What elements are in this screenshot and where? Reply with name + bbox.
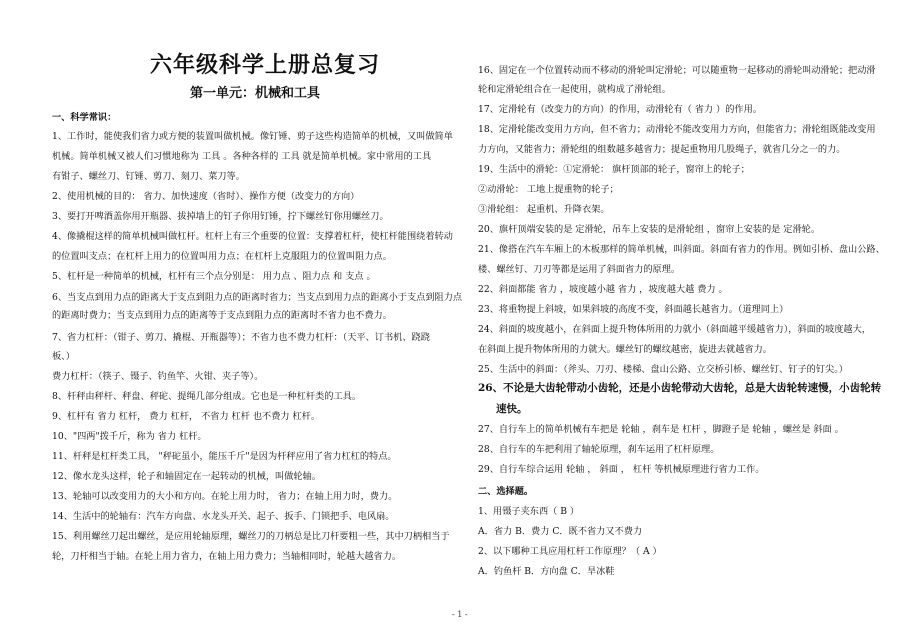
text-line: 13、轮轴可以改变用力的大小和方向。在轮上用力时， 省力；在轴上用力时，费力。	[52, 491, 398, 502]
answer-options: A．省力 B．费力 C．既不省力又不费力	[478, 526, 643, 537]
text-line: 的位置叫支点；在杠杆上用力的位置叫用力点；在杠杆上克服阻力的位置叫阻力点。	[52, 251, 392, 262]
question: 1、用镊子夹东西（ B ）	[478, 506, 580, 517]
text-line: 21、像搭在汽车车厢上的木板那样的简单机械，叫斜面。斜面有省力的作用。例如引桥、盘山公路、	[478, 244, 885, 255]
text-line: 14、生活中的轮轴有：汽车方向盘、水龙头开关、起子、扳手、门锁把手、电风扇。	[52, 511, 395, 522]
text-line: ③滑轮组： 起重机、升降衣架。	[478, 204, 610, 215]
unit-title: 第一单元：机械和工具	[190, 86, 321, 101]
text-line: 4、像撬棍这样的简单机械叫做杠杆。杠杆上有三个重要的位置：支撑着杠杆，使杠杆能围绕着转动	[52, 231, 453, 242]
text-line: 19、生活中的滑轮：①定滑轮： 旗杆顶部的轮子，窗帘上的轮子；	[478, 164, 750, 175]
text-line: 有钳子、螺丝刀、钉锤、剪刀、刻刀、菜刀等。	[52, 171, 245, 182]
text-line: 机械。简单机械又被人们习惯地称为 工具 。各种各样的 工具 就是简单机械。家中常用的工具	[52, 151, 432, 162]
text-line: 24、斜面的坡度越小，在斜面上提升物体所用的力就小（斜面越平缓越省力），斜面的坡度越大，	[478, 324, 871, 335]
text-line: 17、定滑轮有（改变力的方向）的作用，动滑轮有（ 省力 ）的作用。	[478, 104, 762, 115]
document-title: 六年级科学上册总复习	[150, 52, 381, 78]
text-line-bold: 26、不论是大齿轮带动小齿轮，还是小齿轮带动大齿轮，总是大齿轮转速慢，小齿轮转	[478, 382, 882, 394]
question: 2、以下哪种工具应用杠杆工作原理？（ A ）	[478, 546, 662, 557]
section-heading: 二、选择题。	[478, 486, 534, 497]
text-line: 23、将重物提上斜坡，如果斜坡的高度不变，斜面越长越省力。（道理同上）	[478, 304, 789, 315]
text-line: 3、要打开啤酒盖你用开瓶器、拔掉墙上的钉子你用钉锤，拧下螺丝钉你用螺丝刀。	[52, 211, 389, 222]
text-line: 25、生活中的斜面：（斧头、刀刃、楼梯、盘山公路、立交桥引桥、螺丝钉、钉子的钉尖。）	[478, 364, 848, 375]
text-line: 一、科学常识：	[52, 112, 117, 123]
text-line: 在斜面上提升物体所用的力就大。螺丝钉的螺纹越密，旋进去就越省力。	[478, 344, 772, 355]
text-line: 18、定滑轮能改变用力方向，但不省力；动滑轮不能改变用力方向，但能省力；滑轮组既能改变用	[478, 124, 876, 135]
text-line: 27、自行车上的简单机械有车把是 轮轴 ，刹车是 杠杆 ，脚蹬子是 轮轴 ，螺丝是 斜面 。	[478, 424, 844, 435]
text-line: 12、像水龙头这样，轮子和轴固定在一起转动的机械，叫做轮轴。	[52, 471, 321, 482]
text-line: 的距离时费力；当支点到用力点的距离等于支点到阻力点的距离时不省力也不费力。	[52, 310, 392, 321]
text-line: 轮，刀杆相当于轴。在轮上用力省力，在轴上用力费力；当轴相同时，轮越大越省力。	[52, 551, 402, 562]
text-line: 20、旗杆顶端安装的是 定滑轮，吊车上安装的是滑轮组 ，窗帘上安装的是 定滑轮。	[478, 224, 821, 235]
text-line: 力方向，又能省力；滑轮组的组数越多越省力；提起重物用几股绳子，就省几分之一的力。	[478, 144, 846, 155]
text-line: 15、利用螺丝刀起出螺丝，是应用轮轴原理，螺丝刀的刀柄总是比刀杆要粗一些，其中刀柄相当于	[52, 531, 450, 542]
text-line: 楼、螺丝钉、刀刃等都是运用了斜面省力的原理。	[478, 264, 681, 275]
text-line: ②动滑轮： 工地上提重物的轮子；	[478, 184, 619, 195]
page-number: - 1 -	[452, 610, 468, 619]
text-line: 7、省力杠杆：（钳子、剪刀、撬棍、开瓶器等）；不省力也不费力杠杆：（天平、订书机、跷跷	[52, 332, 430, 343]
text-line: 6、当支点到用力点的距离大于支点到阻力点的距离时省力；当支点到用力点的距离小于支点到阻力点	[52, 292, 463, 303]
text-line: 板、）	[52, 351, 75, 362]
text-line: 16、固定在一个位置转动而不移动的滑轮叫定滑轮；可以随重物一起移动的滑轮叫动滑轮；把动滑	[478, 65, 876, 76]
text-line: 8、杆秤由秤杆、秤盘、秤砣、提绳几部分组成。它也是一种杠杆类的工具。	[52, 391, 362, 402]
text-line: 费力杠杆：（筷子、镊子、钓鱼竿、火钳、夹子等）。	[52, 371, 264, 382]
text-line: 11、杆秤是杠杆类工具， "秤砣虽小，能压千斤"是因为杆秤应用了省力杠杠的特点。	[52, 451, 397, 462]
answer-options: A．钓鱼杆 B．方向盘 C．旱冰鞋	[478, 566, 615, 577]
text-line: 10、"四两"拨千斤，称为 省力 杠杆。	[52, 431, 207, 442]
text-line: 5、杠杆是一种简单的机械，杠杆有三个点分别是： 用力点 、阻力点 和 支点 。	[52, 271, 376, 282]
text-line: 轮和定滑轮组合在一起使用，就构成了滑轮组。	[478, 84, 671, 95]
text-line: 29、自行车综合运用 轮轴 ， 斜面 ， 杠杆 等机械原理进行省力工作。	[478, 464, 765, 475]
text-line: 22、斜面都能 省力 ，坡度越小越 省力 ，坡度越大越 费力 。	[478, 284, 728, 295]
text-line-bold: 速快。	[496, 403, 528, 415]
text-line: 28、自行车的车把利用了轴轮原理，刹车运用了杠杆原理。	[478, 444, 720, 455]
text-line: 1、工作时，能使我们省力或方便的装置叫做机械。像钉锤、剪子这些构造简单的机械，又叫做简单	[52, 131, 453, 142]
text-line: 2、使用机械的目的： 省力、加快速度（省时）、操作方便（改变力的方向）	[52, 191, 360, 202]
text-line: 9、杠杆有 省力 杠杆， 费力 杠杆， 不省力 杠杆 也不费力 杠杆。	[52, 411, 321, 422]
